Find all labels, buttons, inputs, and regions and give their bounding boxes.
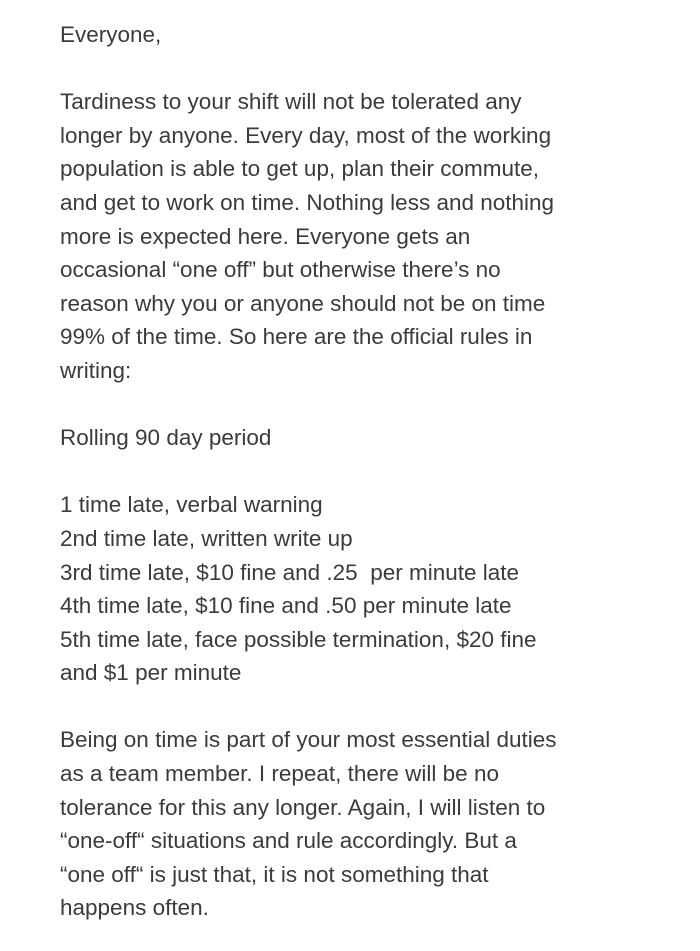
spacer	[60, 388, 700, 422]
closing-paragraph	[60, 723, 700, 925]
text-line: as a team member. I repeat, there will be no	[60, 761, 499, 787]
greeting: Everyone,	[60, 22, 162, 47]
intro-paragraph	[60, 85, 700, 387]
text-line: writing:	[60, 357, 132, 383]
rule-item: 4th time late, $10 fine and .50 per minute late	[60, 593, 512, 619]
text-line: occasional “one off” but otherwise there’s no	[60, 257, 501, 283]
rule-item: 5th time late, face possible termination, $20 fine	[60, 626, 537, 652]
text-line: happens often.	[60, 895, 209, 921]
rule-item: 1 time late, verbal warning	[60, 492, 323, 518]
period-heading: Rolling 90 day period	[60, 425, 272, 451]
text-line: tolerance for this any longer. Again, I will listen to	[60, 794, 546, 820]
text-line: 99% of the time. So here are the official rules in	[60, 324, 533, 350]
text-line: more is expected here. Everyone gets an	[60, 223, 471, 249]
text-line: “one off“ is just that, it is not something that	[60, 861, 489, 887]
text-line: and get to work on time. Nothing less and nothing	[60, 189, 555, 215]
text-line: reason why you or anyone should not be on time	[60, 290, 546, 316]
rule-item: and $1 per minute	[60, 660, 242, 686]
text-line: “one-off“ situations and rule accordingly. But a	[60, 828, 517, 854]
text-line: population is able to get up, plan their commute,	[60, 156, 540, 182]
rule-item: 3rd time late, $10 fine and .25 per minute late	[60, 559, 520, 585]
text-line: Being on time is part of your most essential duties	[60, 727, 557, 753]
spacer	[60, 690, 700, 724]
rule-item: 2nd time late, written write up	[60, 525, 353, 551]
rules-list	[60, 488, 700, 690]
spacer	[60, 455, 700, 489]
text-line: Tardiness to your shift will not be tolerated any	[60, 89, 522, 115]
spacer	[60, 52, 700, 86]
text-line: longer by anyone. Every day, most of the working	[60, 122, 552, 148]
